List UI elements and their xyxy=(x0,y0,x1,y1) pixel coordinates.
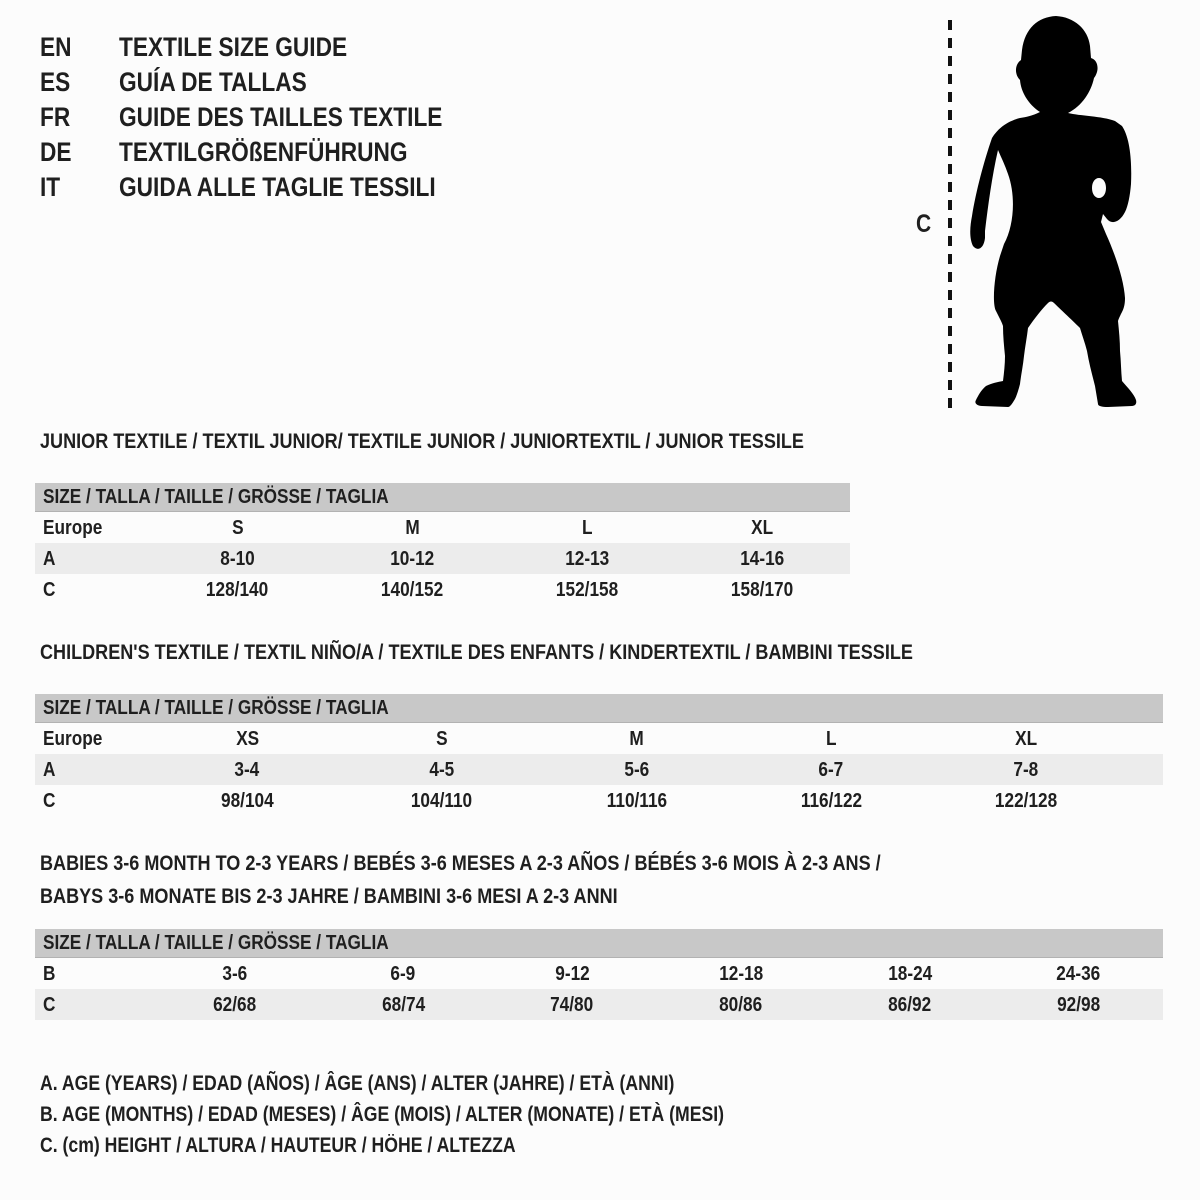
height-cell: 74/80 xyxy=(550,992,594,1016)
babies-section-title-line2: BABYS 3-6 MONATE BIS 2-3 JAHRE / BAMBINI 3-6 MESI A 2-3 ANNI xyxy=(40,884,618,908)
language-code: ES xyxy=(40,67,71,97)
table-row-height xyxy=(35,574,850,605)
row-label: A xyxy=(43,546,56,570)
table-row-months xyxy=(35,958,1163,989)
size-header xyxy=(35,483,850,512)
age-cell: 3-4 xyxy=(234,757,260,781)
months-cell: 12-18 xyxy=(718,961,763,985)
legend-age-years: A. AGE (YEARS) / EDAD (AÑOS) / ÂGE (ANS) / ALTER (JAHRE) / ETÀ (ANNI) xyxy=(40,1072,675,1095)
height-cell: 68/74 xyxy=(381,992,425,1016)
age-cell: 5-6 xyxy=(624,757,649,781)
language-code: DE xyxy=(40,137,72,167)
legend-age-months: B. AGE (MONTHS) / EDAD (MESES) / ÂGE (MOIS) / ALTER (MONATE) / ETÀ (MESI) xyxy=(40,1103,725,1126)
size-cell: S xyxy=(231,515,244,539)
months-cell: 24-36 xyxy=(1056,961,1101,985)
row-label: C xyxy=(43,577,56,601)
children-section-title: CHILDREN'S TEXTILE / TEXTIL NIÑO/A / TEXTILE DES ENFANTS / KINDERTEXTIL / BAMBINI TESSILE xyxy=(40,640,913,664)
height-cell: 116/122 xyxy=(800,788,862,812)
language-label: GUIDA ALLE TAGLIE TESSILI xyxy=(119,172,436,202)
age-cell: 8-10 xyxy=(220,546,255,570)
age-cell: 4-5 xyxy=(429,757,455,781)
size-header-label: SIZE / TALLA / TAILLE / GRÖSSE / TAGLIA xyxy=(43,485,389,508)
size-header-label: SIZE / TALLA / TAILLE / GRÖSSE / TAGLIA xyxy=(43,931,389,954)
height-cell: 140/152 xyxy=(381,577,444,601)
size-cell: L xyxy=(582,515,593,539)
table-row-europe xyxy=(35,723,1163,754)
age-cell: 14-16 xyxy=(740,546,785,570)
height-cell: 104/110 xyxy=(411,788,473,812)
height-cell: 92/98 xyxy=(1057,992,1101,1016)
row-label: Europe xyxy=(43,515,103,539)
height-cell: 158/170 xyxy=(731,577,794,601)
row-label: B xyxy=(43,961,56,985)
size-cell: M xyxy=(405,515,420,539)
table-row-europe xyxy=(35,512,850,543)
size-cell: L xyxy=(825,726,837,750)
language-list xyxy=(40,30,504,205)
size-cell: XS xyxy=(235,726,259,750)
row-label: C xyxy=(43,992,56,1016)
size-cell: XL xyxy=(751,515,774,539)
table-row-height xyxy=(35,989,1163,1020)
junior-section-title: JUNIOR TEXTILE / TEXTIL JUNIOR/ TEXTILE JUNIOR / JUNIORTEXTIL / JUNIOR TESSILE xyxy=(40,429,804,453)
language-row-fr xyxy=(40,100,504,135)
age-cell: 6-7 xyxy=(818,757,844,781)
language-row-es xyxy=(40,65,504,100)
language-code: FR xyxy=(40,102,71,132)
height-cell: 62/68 xyxy=(212,992,256,1016)
height-c-label: C xyxy=(916,210,932,238)
row-label: C xyxy=(43,788,56,812)
language-label: GUÍA DE TALLAS xyxy=(119,67,307,97)
language-label: GUIDE DES TAILLES TEXTILE xyxy=(119,102,443,132)
age-cell: 12-13 xyxy=(565,546,610,570)
size-cell: XL xyxy=(1014,726,1037,750)
language-code: EN xyxy=(40,32,72,62)
row-label: A xyxy=(43,757,56,781)
language-row-de xyxy=(40,135,504,170)
months-cell: 3-6 xyxy=(221,961,247,985)
height-cell: 128/140 xyxy=(206,577,269,601)
size-header xyxy=(35,694,1163,723)
language-row-it xyxy=(40,170,504,205)
height-figure xyxy=(944,14,1154,420)
language-label: TEXTILGRÖßENFÜHRUNG xyxy=(119,137,408,167)
toddler-silhouette-icon xyxy=(970,16,1136,407)
size-header xyxy=(35,929,1163,958)
junior-size-table xyxy=(35,483,850,605)
size-cell: S xyxy=(436,726,448,750)
babies-section-title-line1: BABIES 3-6 MONTH TO 2-3 YEARS / BEBÉS 3-6 MESES A 2-3 AÑOS / BÉBÉS 3-6 MOIS À 2-3 ANS / xyxy=(40,851,881,875)
height-cell: 110/116 xyxy=(606,788,667,812)
row-label: Europe xyxy=(43,726,103,750)
table-row-age xyxy=(35,754,1163,785)
babies-size-table xyxy=(35,929,1163,1020)
legend-height-cm: C. (cm) HEIGHT / ALTURA / HAUTEUR / HÖHE / ALTEZZA xyxy=(40,1134,516,1157)
height-cell: 98/104 xyxy=(220,788,274,812)
months-cell: 9-12 xyxy=(554,961,590,985)
height-cell: 80/86 xyxy=(719,992,763,1016)
table-row-height xyxy=(35,785,1163,816)
language-row-en xyxy=(40,30,504,65)
height-cell: 122/128 xyxy=(994,788,1057,812)
size-cell: M xyxy=(629,726,644,750)
height-cell: 86/92 xyxy=(888,992,932,1016)
size-header-label: SIZE / TALLA / TAILLE / GRÖSSE / TAGLIA xyxy=(43,696,389,719)
months-cell: 6-9 xyxy=(390,961,416,985)
age-cell: 7-8 xyxy=(1013,757,1039,781)
children-size-table xyxy=(35,694,1163,816)
age-cell: 10-12 xyxy=(390,546,435,570)
language-label: TEXTILE SIZE GUIDE xyxy=(119,32,348,62)
months-cell: 18-24 xyxy=(887,961,932,985)
language-code: IT xyxy=(40,172,61,202)
table-row-age xyxy=(35,543,850,574)
height-cell: 152/158 xyxy=(556,577,619,601)
